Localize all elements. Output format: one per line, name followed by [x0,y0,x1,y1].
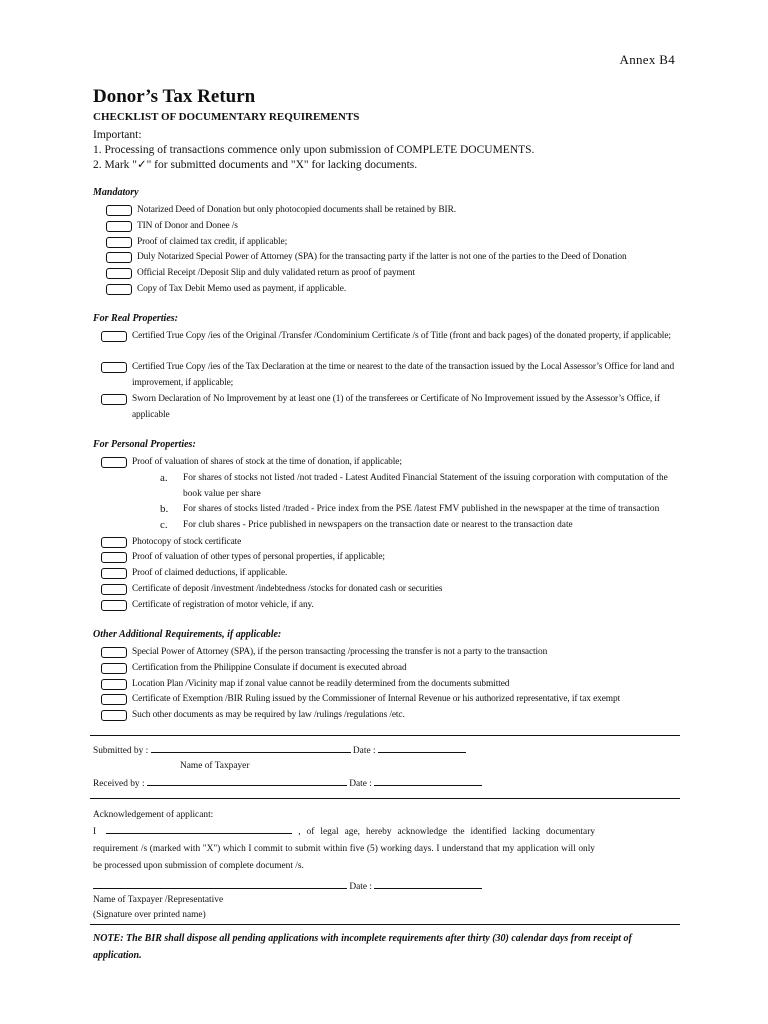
important-item-1: 1. Processing of transactions commence only upon submission of COMPLETE DOCUMENTS. [93,144,535,156]
section-other-title: Other Additional Requirements, if applicable: [93,629,282,640]
checkbox[interactable] [101,600,127,611]
checkbox[interactable] [101,537,127,548]
checklist-item-other-2: Certification from the Philippine Consulate if document is executed abroad [101,661,692,677]
checklist-item-personal-3: Proof of valuation of other types of personal properties, if applicable; [101,550,692,566]
sub-item-b: b. For shares of stocks listed /traded - Price index from the PSE /latest FMV published in the newspaper at the time of transaction [160,503,660,515]
page-title: Donor’s Tax Return [93,86,256,107]
checkbox[interactable] [101,663,127,674]
checklist-item-mandatory-2: TIN of Donor and Donee /s [106,219,697,235]
checkbox[interactable] [106,268,132,279]
sub-item-c: c. For club shares - Price published in newspapers on the transaction date or nearest to the transaction date [160,519,573,531]
checkbox[interactable] [106,237,132,248]
checklist-item-other-1: Special Power of Attorney (SPA), if the person transacting /processing the transfer is not a party to the transaction [101,645,692,661]
checklist-item-real-3: Sworn Declaration of No Improvement by at least one (1) of the transferees or Certificate of No Improvement issued by the Assessor’s Office, if applicable [101,392,692,423]
received-by-field[interactable] [147,776,347,786]
divider [90,735,680,736]
section-mandatory-title: Mandatory [93,187,139,198]
submitted-by-line [93,743,466,756]
date-field[interactable] [374,776,482,786]
checklist-item-mandatory-4: Duly Notarized Special Power of Attorney (SPA) for the transacting party if the latter is not one of the parties to the Deed of Donation [106,250,697,266]
checklist-item-mandatory-1: Notarized Deed of Donation but only photocopied documents shall be retained by BIR. [106,203,697,219]
important-notes [93,128,534,173]
divider [90,798,680,799]
checkbox[interactable] [101,710,127,721]
checklist-item-personal-2: Photocopy of stock certificate [101,535,692,551]
checklist-item-real-1: Certified True Copy /ies of the Original /Transfer /Condominium Certificate /s of Title (front and back pages) of the donated property, if applicable; [101,329,692,345]
important-label: Important: [93,129,142,141]
checkbox[interactable] [101,394,127,405]
annex-label: Annex B4 [619,52,675,67]
checkbox[interactable] [106,221,132,232]
date-label: Date : [349,882,372,892]
note: NOTE: The BIR shall dispose all pending applications with incomplete requirements after thirty (30) calendar days from receipt of application. [93,933,632,961]
representative-field[interactable] [93,879,347,889]
checklist-item-mandatory-6: Copy of Tax Debit Memo used as payment, if applicable. [106,282,697,298]
checklist-item-personal-5: Certificate of deposit /investment /indebtedness /stocks for donated cash or securities [101,582,692,598]
representative-line [93,879,482,892]
checklist-item-mandatory-3: Proof of claimed tax credit, if applicable; [106,235,697,251]
date-field[interactable] [378,743,466,753]
checklist-item-other-3: Location Plan /Vicinity map if zonal value cannot be readily determined from the documents submitted [101,677,692,693]
acknowledgement-text: I , of legal age, hereby acknowledge the identified lacking documentary requirement /s (marked with "X") which I commit to submit within five (5) working days. I understand that my application will only be processed upon submission of complete document /s. [93,824,595,875]
submitted-by-field[interactable] [151,743,351,753]
checkbox[interactable] [106,284,132,295]
checklist-item-other-5: Such other documents as may be required by law /rulings /regulations /etc. [101,708,692,724]
applicant-name-field[interactable] [106,824,292,834]
divider [90,924,680,925]
checklist-item-personal-1: Proof of valuation of shares of stock at the time of donation, if applicable; [101,455,692,471]
checkbox[interactable] [101,552,127,563]
date-label: Date : [349,779,372,789]
date-label: Date : [352,746,376,756]
checklist-item-mandatory-5: Official Receipt /Deposit Slip and duly validated return as proof of payment [106,266,697,282]
checkbox[interactable] [101,584,127,595]
checkbox[interactable] [106,252,132,263]
checklist-heading: CHECKLIST OF DOCUMENTARY REQUIREMENTS [93,111,360,123]
received-by-line [93,776,482,789]
acknowledgement-title: Acknowledgement of applicant: [93,810,214,820]
checklist-item-personal-4: Proof of claimed deductions, if applicable. [101,566,692,582]
checklist-item-real-2: Certified True Copy /ies of the Tax Declaration at the time or nearest to the date of the transaction issued by the Local Assessor’s Office for land and improvement, if applicable; [101,360,692,391]
checkbox[interactable] [101,362,127,373]
checklist-item-other-4: Certificate of Exemption /BIR Ruling issued by the Commissioner of Internal Revenue or his authorized representative, if tax exempt [101,692,692,708]
checkbox[interactable] [106,205,132,216]
name-of-taxpayer-label: Name of Taxpayer [180,761,250,771]
date-field[interactable] [374,879,482,889]
checkbox[interactable] [101,331,127,342]
checkbox[interactable] [101,568,127,579]
representative-name-label: Name of Taxpayer /Representative [93,895,224,905]
section-personal-properties-title: For Personal Properties: [93,439,196,450]
section-real-properties-title: For Real Properties: [93,313,178,324]
checklist-item-personal-6: Certificate of registration of motor vehicle, if any. [101,598,692,614]
submitted-by-label: Submitted by : [93,746,149,756]
checkbox[interactable] [101,647,127,658]
checkbox[interactable] [101,694,127,705]
checkbox[interactable] [101,679,127,690]
important-item-2: 2. Mark "✓" for submitted documents and "X" for lacking documents. [93,159,418,171]
received-by-label: Received by : [93,779,145,789]
signature-label: (Signature over printed name) [93,910,206,920]
checkbox[interactable] [101,457,127,468]
sub-item-a: a. For shares of stocks not listed /not traded - Latest Audited Financial Statement of the issuing corporation with computation of the book value per share [160,472,668,499]
